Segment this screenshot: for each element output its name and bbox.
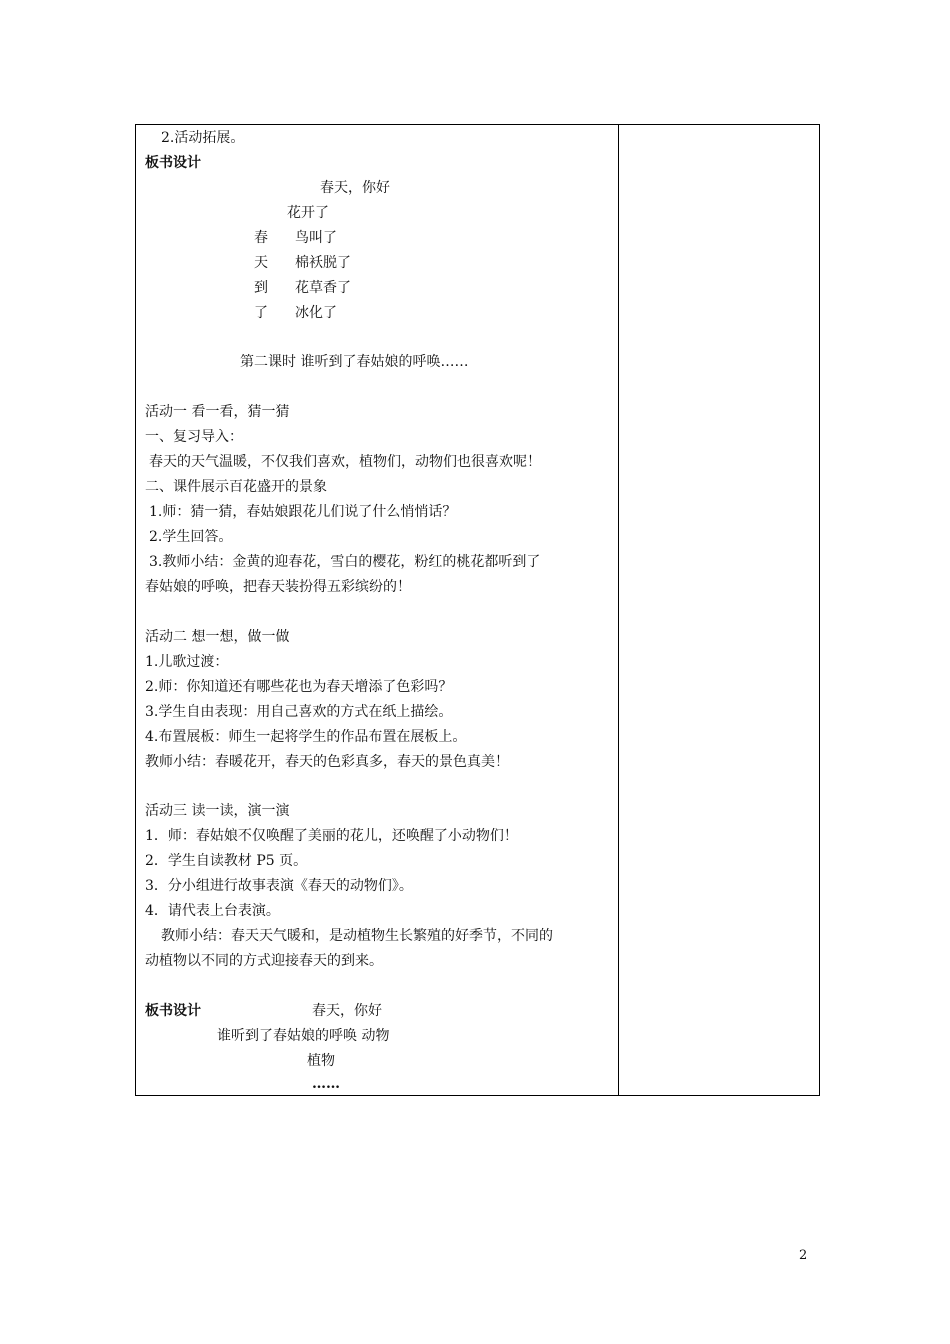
text-line: 1.师：猜一猜，春姑娘跟花儿们说了什么悄悄话？ bbox=[149, 504, 457, 520]
text-line: 春姑娘的呼唤，把春天装扮得五彩缤纷的！ bbox=[145, 579, 411, 595]
activity-heading: 活动一 看一看，猜一猜 bbox=[145, 404, 290, 420]
activity-heading: 活动三 读一读，演一演 bbox=[145, 803, 290, 819]
column-divider bbox=[618, 125, 619, 1095]
board-line: 植物 bbox=[307, 1053, 335, 1069]
board-line: 鸟叫了 bbox=[295, 230, 337, 246]
text-line: 一、复习导入： bbox=[145, 429, 243, 445]
text-line: 教师小结：春暖花开，春天的色彩真多，春天的景色真美！ bbox=[145, 754, 509, 770]
text-line: 2．学生自读教材 P5 页。 bbox=[145, 853, 308, 869]
activity-heading: 活动二 想一想，做一做 bbox=[145, 629, 290, 645]
section-heading: 板书设计 bbox=[145, 155, 201, 171]
board-line: 花草香了 bbox=[295, 280, 351, 296]
lesson-table bbox=[135, 124, 820, 1096]
board-char: 到 bbox=[254, 280, 268, 296]
board-title: 春天，你好 bbox=[320, 180, 390, 196]
text-line: 春天的天气温暖，不仅我们喜欢，植物们，动物们也很喜欢呢！ bbox=[149, 454, 541, 470]
board-title: 春天，你好 bbox=[312, 1003, 382, 1019]
text-line: 3．分小组进行故事表演《春天的动物们》。 bbox=[145, 878, 413, 894]
text-line: 动植物以不同的方式迎接春天的到来。 bbox=[145, 953, 383, 969]
text-line: 4．请代表上台表演。 bbox=[145, 903, 280, 919]
page-number: 2 bbox=[799, 1248, 808, 1263]
board-char: 天 bbox=[254, 255, 268, 271]
board-ellipsis: …… bbox=[312, 1076, 340, 1092]
text-line: 二、课件展示百花盛开的景象 bbox=[145, 479, 327, 495]
text-line: 4.布置展板：师生一起将学生的作品布置在展板上。 bbox=[145, 729, 467, 745]
lesson-title: 第二课时 谁听到了春姑娘的呼唤…… bbox=[240, 354, 469, 370]
board-char: 春 bbox=[254, 230, 268, 246]
board-char: 了 bbox=[254, 305, 268, 321]
text-line: 2.学生回答。 bbox=[149, 529, 233, 545]
text-line: 2.活动拓展。 bbox=[161, 130, 245, 146]
text-line: 2.师：你知道还有哪些花也为春天增添了色彩吗？ bbox=[145, 679, 453, 695]
text-line: 3.学生自由表现：用自己喜欢的方式在纸上描绘。 bbox=[145, 704, 453, 720]
board-line: 花开了 bbox=[287, 205, 329, 221]
text-line: 1.儿歌过渡： bbox=[145, 654, 229, 670]
board-line: 冰化了 bbox=[295, 305, 337, 321]
board-line: 谁听到了春姑娘的呼唤 动物 bbox=[217, 1028, 390, 1044]
text-line: 1．师：春姑娘不仅唤醒了美丽的花儿，还唤醒了小动物们！ bbox=[145, 828, 518, 844]
board-line: 棉袄脱了 bbox=[295, 255, 351, 271]
text-line: 3.教师小结：金黄的迎春花，雪白的樱花，粉红的桃花都听到了 bbox=[149, 554, 541, 570]
text-line: 教师小结：春天天气暖和，是动植物生长繁殖的好季节，不同的 bbox=[161, 928, 553, 944]
section-heading: 板书设计 bbox=[145, 1003, 201, 1019]
